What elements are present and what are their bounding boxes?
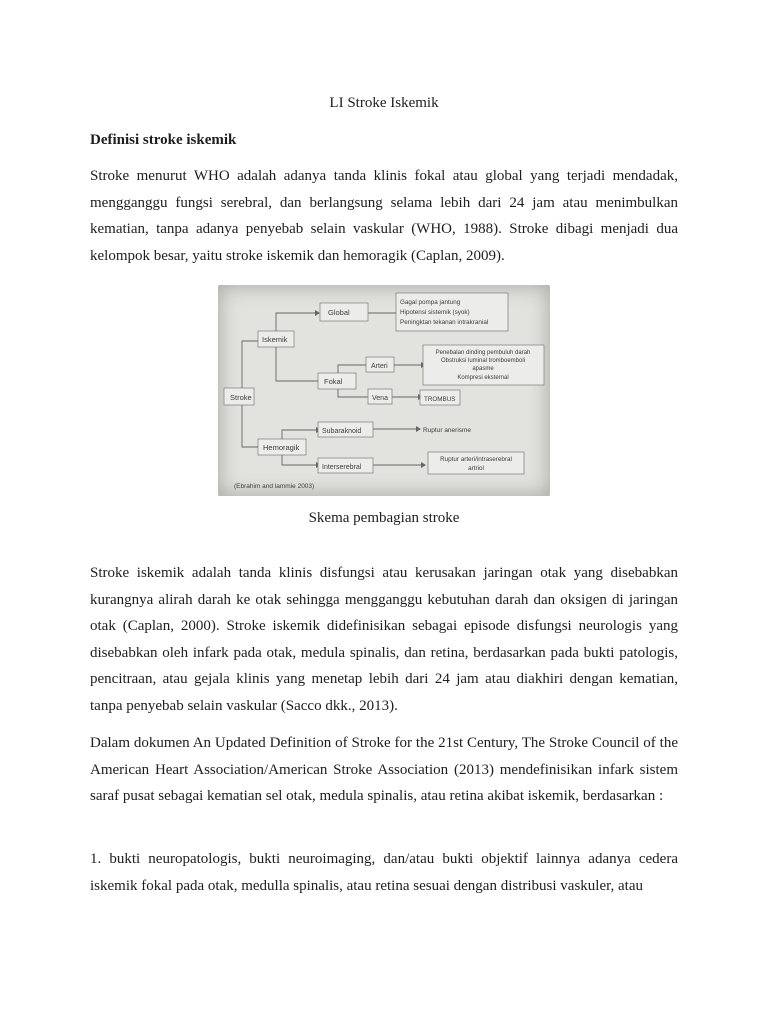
figure-source-label: (Ebrahim and lammie 2003) — [234, 483, 315, 490]
global-cause-item: Hipotensi sistemik (syok) — [400, 309, 470, 316]
node-fokal-label: Fokal — [324, 377, 343, 386]
arteri-cause-item: Kompresi eksternal — [457, 375, 509, 381]
node-interserebral-label: Interserebral — [322, 464, 362, 471]
arrowhead — [315, 310, 320, 316]
arteri-cause-item: Obstruksi luminal tromboemboli — [440, 358, 526, 364]
node-vena-label: Vena — [372, 395, 388, 402]
vena-cause-label: TROMBUS — [424, 396, 456, 403]
global-cause-item: Gagal pompa jantung — [400, 299, 461, 306]
node-iskemik-label: Iskemik — [262, 335, 288, 344]
stroke-classification-figure — [218, 285, 550, 496]
arteri-cause-item: apasme — [472, 366, 494, 372]
subaraknoid-cause-label: Ruptur anerisme — [423, 427, 472, 434]
document-title: LI Stroke Iskemik — [329, 95, 439, 111]
arrowhead — [421, 462, 426, 468]
paragraph-who-definition: Stroke menurut WHO adalah adanya tanda klinis fokal atau global yang terjadi mendadak, mengganggu fungsi serebral, dan berlangsung selama lebih dari 24 jam atau menimbulkan kematian, tanpa adanya penyebab selain vaskular (WHO, 1988). Stroke dibagi menjadi dua kelompok besar, yaitu stroke iskemik dan hemoragik (Caplan, 2009). — [90, 168, 678, 264]
stroke-classification-diagram — [218, 285, 550, 496]
interserebral-cause-item: Ruptur arteri/intraserebral — [440, 456, 512, 463]
paragraph-ischemic-definition: Stroke iskemik adalah tanda klinis disfungsi atau kerusakan jaringan otak yang disebabkan kurangnya alirah darah ke otak sehingga mengganggu kebutuhan darah dan oksigen di jaringan otak (Caplan, 2000). Stroke iskemik didefinisikan sebagai episode disfungsi neurologis yang disebabkan oleh infark pada otak, medula spinalis, dan retina, berdasarkan pada bukti patologis, pencitraan, atau gejala klinis yang menetap lebih dari 24 jam atau diakhiri dengan kematian, tanpa penyebab selain vaskular (Sacco dkk., 2013). — [90, 565, 678, 714]
paragraph-aha-definition: Dalam dokumen An Updated Definition of Stroke for the 21st Century, The Stroke Council of the American Heart Association/American Stroke Association (2013) mendefinisikan infark sistem saraf pusat sebagai kematian sel otak, medula spinalis, atau retina akibat iskemik, berdasarkan : — [90, 735, 678, 804]
paragraph-criteria-1: 1. bukti neuropatologis, bukti neuroimaging, dan/atau bukti objektif lainnya adanya cedera iskemik fokal pada otak, medulla spinalis, atau retina sesuai dengan distribusi vaskuler, atau — [90, 851, 678, 894]
global-cause-item: Peningktan tekanan intrakranial — [400, 319, 489, 326]
section-heading: Definisi stroke iskemik — [90, 132, 237, 148]
figure-caption: Skema pembagian stroke — [308, 510, 460, 526]
node-stroke-label: Stroke — [230, 393, 252, 402]
arrowhead — [416, 426, 421, 432]
node-arteri-label: Arteri — [371, 363, 388, 370]
node-subaraknoid-label: Subaraknoid — [322, 428, 362, 435]
arteri-cause-item: Penebalan dinding pembuluh darah — [435, 350, 531, 356]
node-hemoragik-label: Hemoragik — [263, 443, 300, 452]
interserebral-cause-item: artriol — [468, 465, 484, 472]
node-global-label: Global — [328, 308, 350, 317]
